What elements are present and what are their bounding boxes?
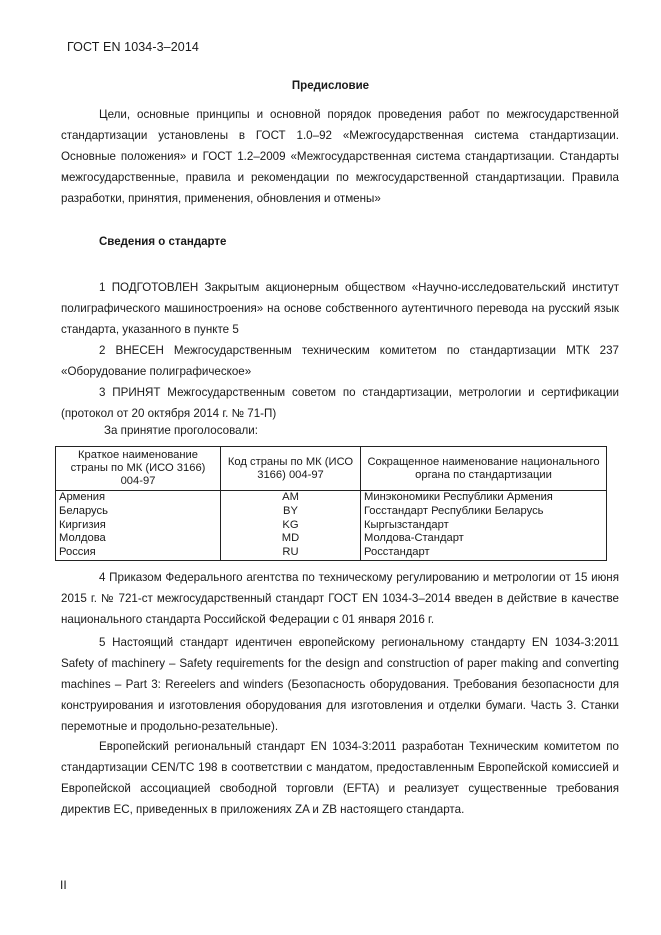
- item-1-prepared: 1 ПОДГОТОВЛЕН Закрытым акционерным обществом «Научно-исследовательский институт полиграфического машиностроения» на основе собственного аутентичного перевода на русский язык стандарта, указанного в пункте 5: [61, 281, 619, 336]
- national-body-cell: Росстандарт: [361, 546, 607, 560]
- table-row: [56, 546, 607, 560]
- column-header-national-body: Сокращенное наименование национального органа по стандартизации: [361, 447, 607, 491]
- item-2-introduced: 2 ВНЕСЕН Межгосударственным техническим комитетом по стандартизации МТК 237 «Оборудование полиграфическое»: [61, 344, 619, 378]
- column-header-country: Краткое наименование страны по МК (ИСО 3166) 004-97: [56, 447, 221, 491]
- table-row: [56, 505, 607, 519]
- table-row: [56, 519, 607, 533]
- national-body-cell: Госстандарт Республики Беларусь: [361, 505, 607, 519]
- standard-info-title: Сведения о стандарте: [99, 236, 227, 248]
- national-body-cell: Кыргызстандарт: [361, 519, 607, 533]
- country-cell: Киргизия: [56, 519, 221, 533]
- page-number: II: [60, 878, 67, 892]
- table-row: [56, 491, 607, 505]
- preface-title: Предисловие: [291, 80, 370, 92]
- item-5-identity: 5 Настоящий стандарт идентичен европейскому региональному стандарту EN 1034-3:2011 Safety of machinery – Safety requirements for the design and construction of paper making and converting machines – Part 3: Rereelers and winders (Безопасность оборудования. Требования безопасности для конструирования и изготовления оборудования для изготовления и отделки бумаги. Часть 3. Станки перемотные и продольно-резательные).: [61, 636, 619, 733]
- table-header-row: [56, 447, 607, 491]
- country-cell: Молдова: [56, 532, 221, 546]
- code-cell: MD: [221, 532, 361, 546]
- country-cell: Армения: [56, 491, 221, 505]
- item-3-adopted: 3 ПРИНЯТ Межгосударственным советом по стандартизации, метрологии и сертификации (протокол от 20 октября 2014 г. № 71-П): [61, 386, 619, 420]
- national-body-cell: Минэкономики Республики Армения: [361, 491, 607, 505]
- country-cell: Беларусь: [56, 505, 221, 519]
- voting-countries-table: [55, 446, 607, 561]
- code-cell: BY: [221, 505, 361, 519]
- document-code-header: ГОСТ EN 1034-3–2014: [67, 40, 199, 54]
- national-body-cell: Молдова-Стандарт: [361, 532, 607, 546]
- voted-label: За принятие проголосовали:: [104, 424, 259, 437]
- item-4-order: 4 Приказом Федерального агентства по техническому регулированию и метрологии от 15 июня 2015 г. № 721-ст межгосударственный стандарт ГОСТ EN 1034-3–2014 введен в действие в качестве национального стандарта Российской Федерации с 01 января 2016 г.: [61, 571, 619, 626]
- code-cell: AM: [221, 491, 361, 505]
- code-cell: RU: [221, 546, 361, 560]
- code-cell: KG: [221, 519, 361, 533]
- preface-paragraph: Цели, основные принципы и основной порядок проведения работ по межгосударственной стандартизации установлены в ГОСТ 1.0–92 «Межгосударственная система стандартизации. Основные положения» и ГОСТ 1.2–2009 «Межгосударственная система стандартизации. Стандарты межгосударственные, правила и рекомендации по межгосударственной стандартизации. Правила разработки, принятия, применения, обновления и отмены»: [61, 108, 619, 205]
- item-5-note: Европейский региональный стандарт EN 1034-3:2011 разработан Техническим комитетом по стандартизации CEN/TC 198 в соответствии с мандатом, предоставленным Европейской комиссией и Европейской ассоциацией свободной торговли (EFTA) и реализует существенные требования директив ЕС, приведенных в приложениях ZA и ZB настоящего стандарта.: [61, 740, 619, 816]
- column-header-code: Код страны по МК (ИСО 3166) 004-97: [221, 447, 361, 491]
- table-row: [56, 532, 607, 546]
- country-cell: Россия: [56, 546, 221, 560]
